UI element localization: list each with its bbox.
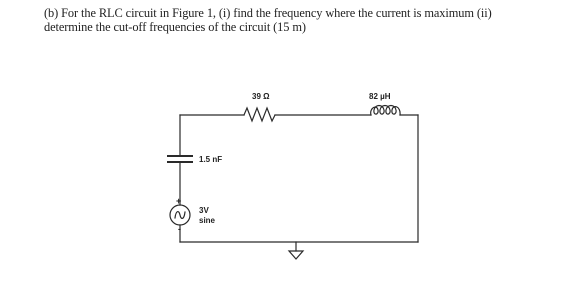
- resistor-symbol: [244, 108, 275, 121]
- question-line-1: (b) For the RLC circuit in Figure 1, (i) find the frequency where the current is maximum (ii): [44, 6, 492, 20]
- inductor-label: 82 µH: [369, 92, 391, 101]
- resistor-label: 39 Ω: [252, 92, 270, 101]
- source-amplitude-label: 3V: [199, 206, 209, 215]
- source-minus-symbol: -: [178, 224, 181, 234]
- sine-wave-icon: [175, 212, 185, 219]
- source-type-label: sine: [199, 216, 216, 225]
- inductor-symbol: [371, 106, 400, 116]
- capacitor-label: 1.5 nF: [199, 155, 223, 164]
- source-plus-symbol: +: [176, 196, 182, 206]
- ground-icon: [289, 251, 303, 259]
- question-line-2: determine the cut-off frequencies of the circuit (15 m): [44, 20, 306, 34]
